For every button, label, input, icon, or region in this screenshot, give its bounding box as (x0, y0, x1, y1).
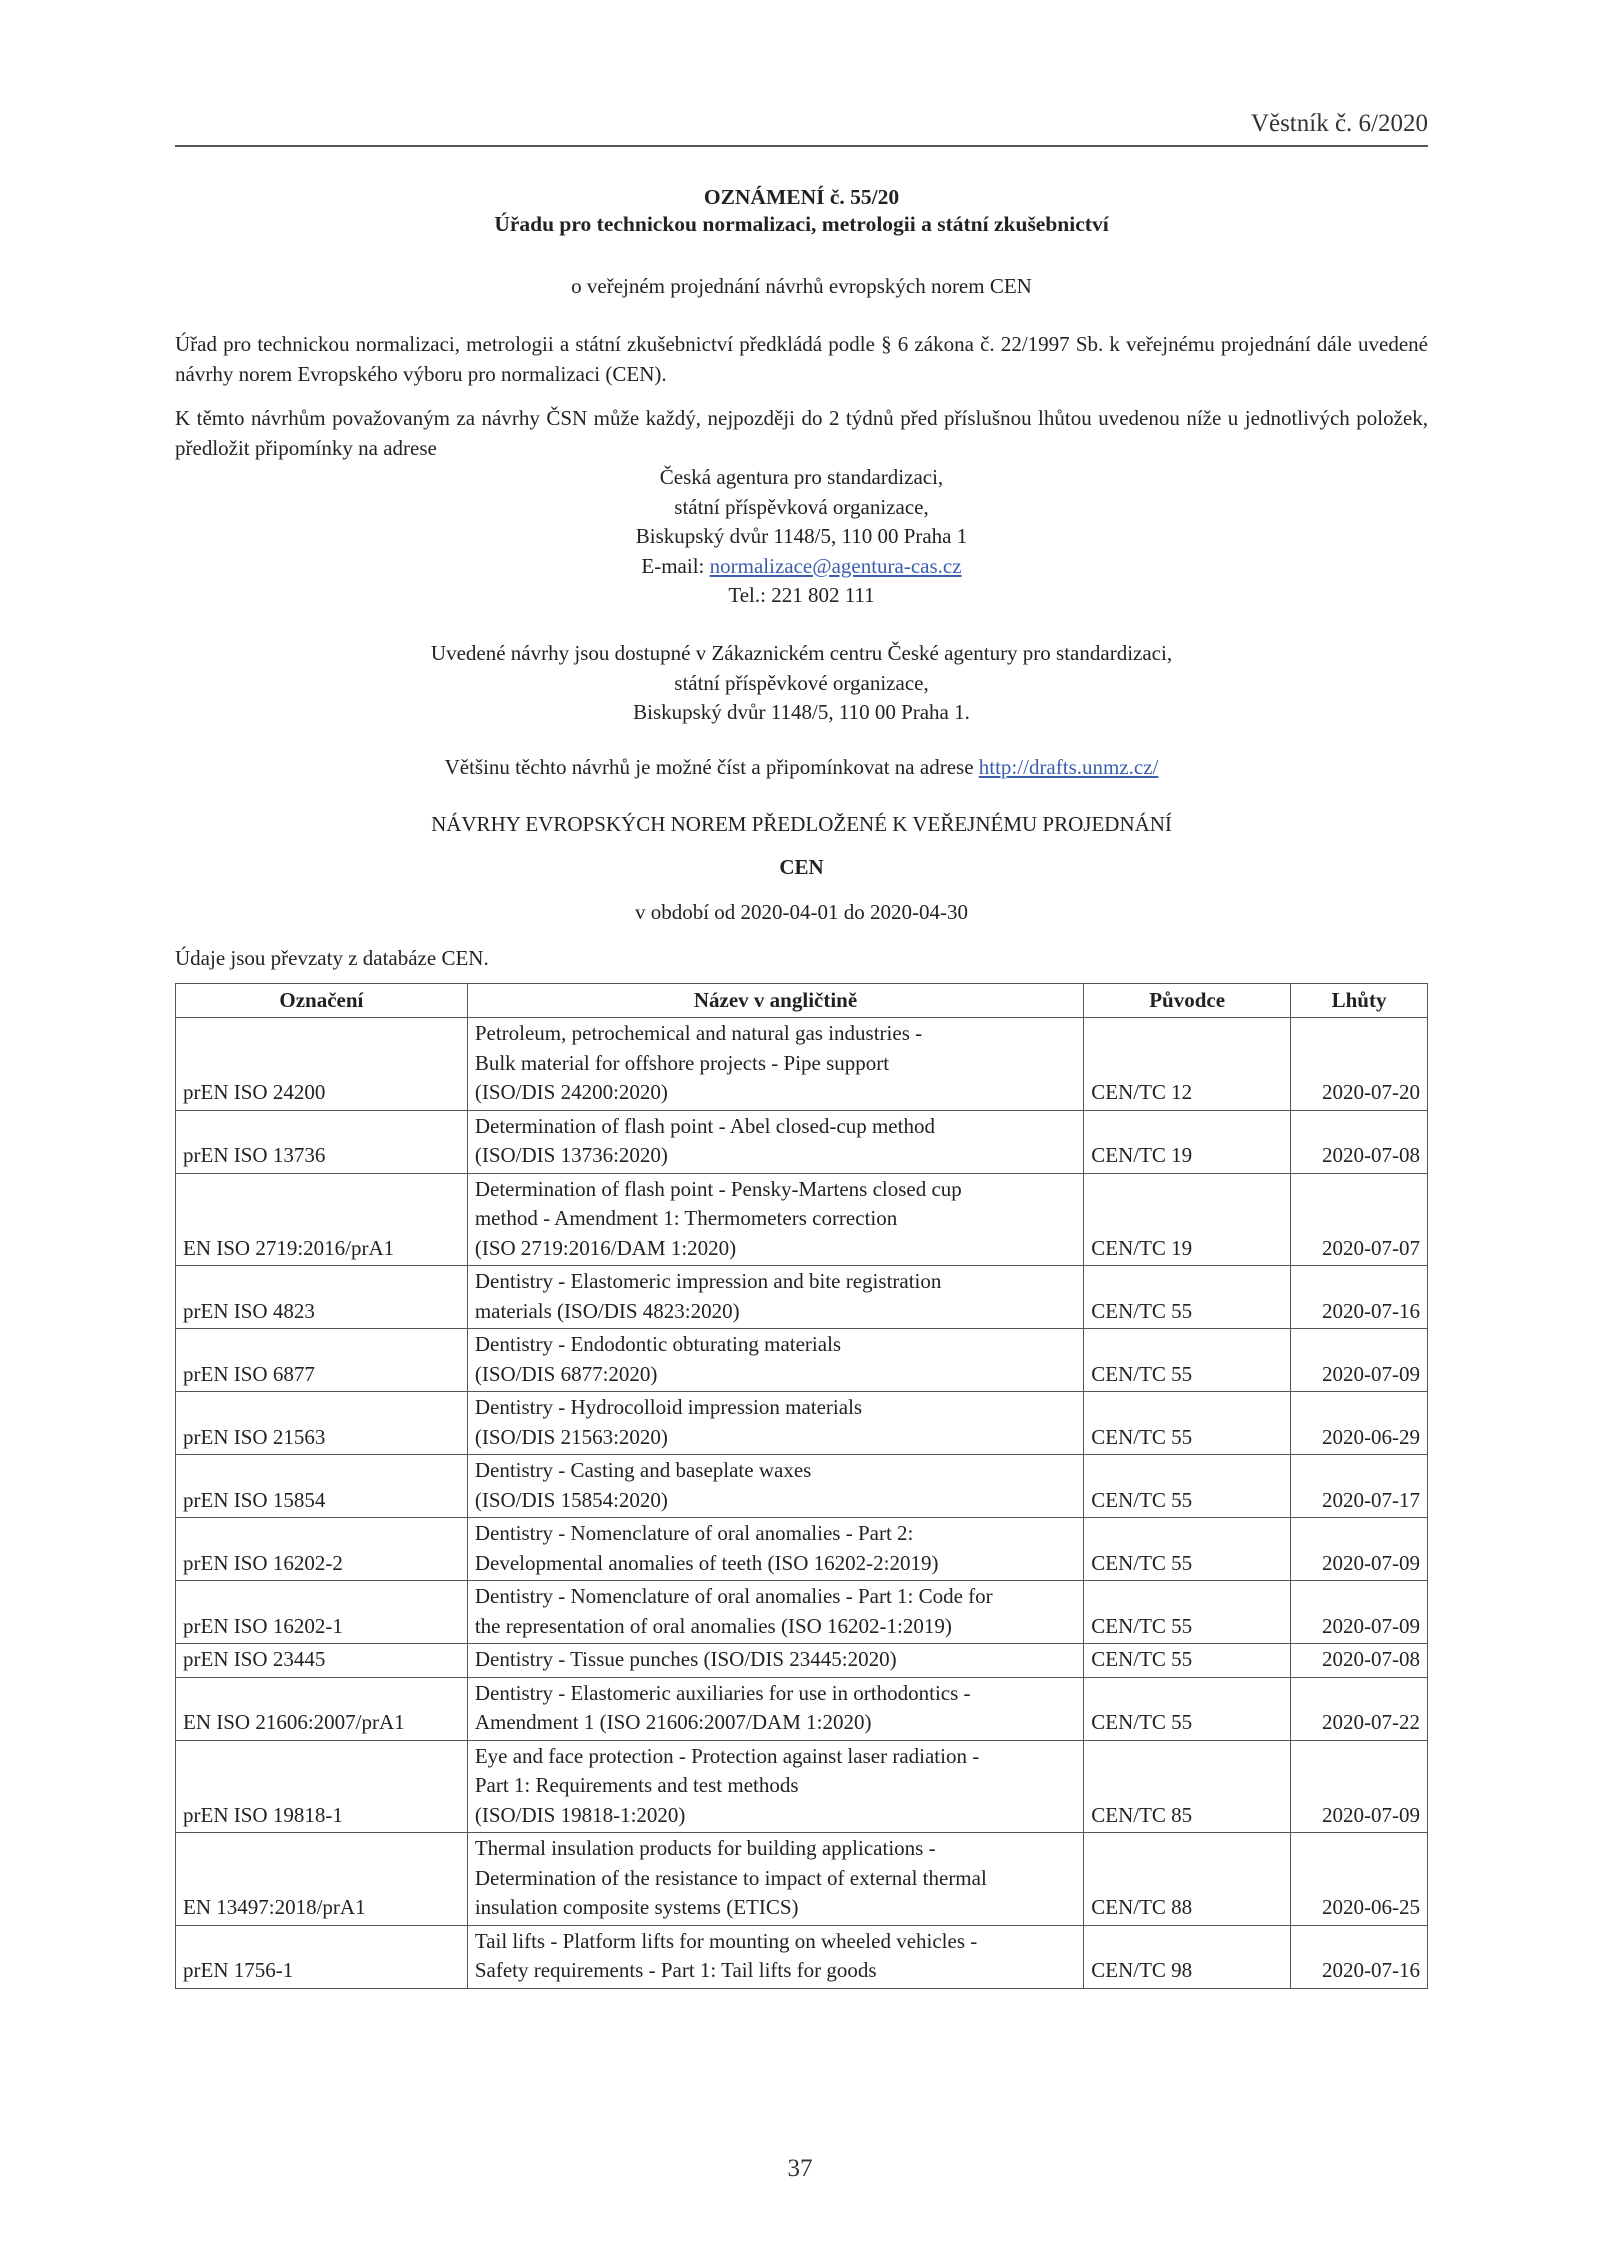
cell-english-title (467, 1740, 1083, 1833)
title-line: Part 1: Requirements and test methods (474, 1773, 799, 1797)
table-row (176, 1581, 1428, 1644)
address-block (175, 463, 1428, 611)
cell-originator: CEN/TC 55 (1084, 1329, 1291, 1392)
online-note (175, 753, 1428, 783)
title-line: Dentistry - Endodontic obturating materials (474, 1332, 842, 1356)
cell-deadline: 2020-06-25 (1291, 1833, 1428, 1926)
cell-deadline: 2020-07-16 (1291, 1266, 1428, 1329)
cell-designation: prEN ISO 4823 (176, 1266, 468, 1329)
title-line: Dentistry - Nomenclature of oral anomalies - Part 2: (474, 1521, 914, 1545)
cell-english-title (467, 1173, 1083, 1266)
column-header-english-title: Název v angličtině (467, 984, 1083, 1018)
source-note: Údaje jsou převzaty z databáze CEN. (175, 946, 489, 970)
comments-paragraph: K těmto návrhům považovaným za návrhy ČSN může každý, nejpozději do 2 týdnů před příslušnou lhůtou uvedenou níže u jednotlivých položek, předložit připomínky na adrese (175, 406, 1428, 460)
notice-issuer: Úřadu pro technickou normalizaci, metrologii a státní zkušebnictví (494, 212, 1109, 236)
title-line: Dentistry - Elastomeric impression and bite registration (474, 1269, 942, 1293)
title-line: (ISO/DIS 15854:2020) (474, 1487, 668, 1512)
notice-title: OZNÁMENÍ č. 55/20 (703, 185, 900, 209)
table-row (176, 1110, 1428, 1173)
table-row (176, 1833, 1428, 1926)
title-line: Eye and face protection - Protection against laser radiation - (474, 1743, 980, 1768)
title-line: (ISO/DIS 19818-1:2020) (474, 1802, 686, 1827)
title-line: method - Amendment 1: Thermometers correction (474, 1206, 898, 1230)
cell-deadline: 2020-07-09 (1291, 1581, 1428, 1644)
cell-originator: CEN/TC 55 (1084, 1392, 1291, 1455)
cell-deadline: 2020-07-08 (1291, 1110, 1428, 1173)
address-line: státní příspěvková organizace, (674, 494, 929, 519)
table-row (176, 1392, 1428, 1455)
cell-deadline: 2020-07-22 (1291, 1677, 1428, 1740)
table-row (176, 1740, 1428, 1833)
notice-subject: o veřejném projednání návrhů evropských norem CEN (571, 274, 1032, 298)
title-line: Dentistry - Casting and baseplate waxes (474, 1458, 812, 1482)
cell-originator: CEN/TC 98 (1084, 1925, 1291, 1988)
table-header-row (176, 984, 1428, 1018)
column-header-deadline: Lhůty (1291, 984, 1428, 1018)
cell-english-title (467, 1518, 1083, 1581)
cell-originator: CEN/TC 55 (1084, 1266, 1291, 1329)
title-line: Safety requirements - Part 1: Tail lifts for goods (474, 1958, 877, 1982)
cell-originator: CEN/TC 19 (1084, 1173, 1291, 1266)
email-link[interactable]: normalizace@agentura-cas.cz (709, 553, 962, 578)
cell-designation: EN ISO 2719:2016/prA1 (176, 1173, 468, 1266)
title-line: insulation composite systems (ETICS) (474, 1895, 799, 1919)
title-line: Determination of flash point - Abel closed-cup method (474, 1113, 935, 1138)
page-number: 37 (787, 2155, 813, 2182)
title-line: Determination of the resistance to impact of external thermal (474, 1865, 987, 1890)
table-row (176, 1677, 1428, 1740)
cell-originator: CEN/TC 85 (1084, 1740, 1291, 1833)
table-row (176, 1925, 1428, 1988)
cell-designation: EN ISO 21606:2007/prA1 (176, 1677, 468, 1740)
cell-english-title (467, 1925, 1083, 1988)
cell-english-title (467, 1110, 1083, 1173)
cell-originator: CEN/TC 55 (1084, 1644, 1291, 1678)
header-rule (175, 145, 1428, 147)
cell-english-title (467, 1329, 1083, 1392)
column-header-originator: Původce (1084, 984, 1291, 1018)
cell-deadline: 2020-07-09 (1291, 1740, 1428, 1833)
cell-english-title (467, 1455, 1083, 1518)
cell-english-title (467, 1833, 1083, 1926)
email-line (175, 552, 1428, 582)
cell-originator: CEN/TC 55 (1084, 1677, 1291, 1740)
cell-originator: CEN/TC 88 (1084, 1833, 1291, 1926)
cell-originator: CEN/TC 12 (1084, 1018, 1291, 1111)
cell-designation: prEN ISO 16202-2 (176, 1518, 468, 1581)
cell-english-title (467, 1018, 1083, 1111)
organization-heading: CEN (779, 855, 824, 879)
column-header-designation: Označení (176, 984, 468, 1018)
norms-table (175, 983, 1428, 1989)
table-row (176, 1329, 1428, 1392)
intro-paragraph: Úřad pro technickou normalizaci, metrologii a státní zkušebnictví předkládá podle § 6 zákona č. 22/1997 Sb. k veřejnému projednání dále uvedené návrhy norem Evropského výboru pro normalizaci (CEN). (175, 332, 1428, 386)
cell-designation: prEN ISO 19818-1 (176, 1740, 468, 1833)
address-line: Česká agentura pro standardizaci, (659, 465, 944, 489)
title-line: Dentistry - Tissue punches (ISO/DIS 23445:2020) (474, 1647, 897, 1671)
availability-line: Biskupský dvůr 1148/5, 110 00 Praha 1. (633, 700, 970, 724)
title-line: Petroleum, petrochemical and natural gas industries - (474, 1021, 923, 1045)
title-line: (ISO/DIS 24200:2020) (474, 1080, 668, 1104)
drafts-link[interactable]: http://drafts.unmz.cz/ (978, 755, 1159, 779)
cell-originator: CEN/TC 55 (1084, 1581, 1291, 1644)
cell-deadline: 2020-06-29 (1291, 1392, 1428, 1455)
availability-block (175, 639, 1428, 728)
title-line: Tail lifts - Platform lifts for mounting on wheeled vehicles - (474, 1928, 978, 1953)
cell-designation: prEN ISO 23445 (176, 1644, 468, 1678)
running-header: Věstník č. 6/2020 (1250, 110, 1428, 137)
table-body (176, 1018, 1428, 1989)
title-line: (ISO 2719:2016/DAM 1:2020) (474, 1235, 737, 1260)
cell-designation: EN 13497:2018/prA1 (176, 1833, 468, 1926)
period: v období od 2020-04-01 do 2020-04-30 (634, 900, 969, 924)
title-line: Bulk material for offshore projects - Pipe support (474, 1050, 890, 1075)
cell-designation: prEN ISO 16202-1 (176, 1581, 468, 1644)
cell-english-title (467, 1581, 1083, 1644)
cell-originator: CEN/TC 55 (1084, 1518, 1291, 1581)
cell-english-title (467, 1644, 1083, 1678)
section-heading: NÁVRHY EVROPSKÝCH NOREM PŘEDLOŽENÉ K VEŘEJNÉMU PROJEDNÁNÍ (431, 812, 1172, 836)
cell-designation: prEN ISO 6877 (176, 1329, 468, 1392)
title-line: Dentistry - Elastomeric auxiliaries for use in orthodontics - (474, 1680, 971, 1705)
title-line: Amendment 1 (ISO 21606:2007/DAM 1:2020) (474, 1710, 872, 1734)
cell-deadline: 2020-07-20 (1291, 1018, 1428, 1111)
cell-deadline: 2020-07-09 (1291, 1329, 1428, 1392)
availability-line: státní příspěvkové organizace, (674, 670, 929, 695)
cell-designation: prEN ISO 21563 (176, 1392, 468, 1455)
cell-deadline: 2020-07-08 (1291, 1644, 1428, 1678)
title-line: Thermal insulation products for building applications - (474, 1836, 936, 1860)
table-row (176, 1518, 1428, 1581)
cell-deadline: 2020-07-09 (1291, 1518, 1428, 1581)
cell-english-title (467, 1266, 1083, 1329)
cell-designation: prEN ISO 24200 (176, 1018, 468, 1111)
table-row (176, 1455, 1428, 1518)
cell-deadline: 2020-07-07 (1291, 1173, 1428, 1266)
table-row (176, 1018, 1428, 1111)
cell-designation: prEN ISO 13736 (176, 1110, 468, 1173)
table-row (176, 1173, 1428, 1266)
title-line: Developmental anomalies of teeth (ISO 16202-2:2019) (474, 1550, 939, 1575)
title-line: (ISO/DIS 13736:2020) (474, 1143, 668, 1167)
cell-designation: prEN ISO 15854 (176, 1455, 468, 1518)
title-line: Dentistry - Hydrocolloid impression materials (474, 1395, 863, 1419)
title-line: Dentistry - Nomenclature of oral anomalies - Part 1: Code for (474, 1584, 993, 1608)
cell-english-title (467, 1392, 1083, 1455)
cell-originator: CEN/TC 55 (1084, 1455, 1291, 1518)
cell-deadline: 2020-07-17 (1291, 1455, 1428, 1518)
title-line: materials (ISO/DIS 4823:2020) (474, 1298, 740, 1323)
title-line: the representation of oral anomalies (ISO 16202-1:2019) (474, 1613, 952, 1638)
cell-originator: CEN/TC 19 (1084, 1110, 1291, 1173)
title-line: (ISO/DIS 6877:2020) (474, 1361, 658, 1386)
cell-designation: prEN 1756-1 (176, 1925, 468, 1988)
title-line: Determination of flash point - Pensky-Martens closed cup (474, 1176, 962, 1201)
cell-english-title (467, 1677, 1083, 1740)
availability-line: Uvedené návrhy jsou dostupné v Zákaznickém centru České agentury pro standardizaci, (430, 641, 1173, 665)
table-row (176, 1266, 1428, 1329)
cell-deadline: 2020-07-16 (1291, 1925, 1428, 1988)
address-line: Biskupský dvůr 1148/5, 110 00 Praha 1 (635, 524, 968, 548)
email-label: E-mail: (641, 553, 710, 578)
table-row (176, 1644, 1428, 1678)
phone-line: Tel.: 221 802 111 (728, 583, 875, 607)
title-line: (ISO/DIS 21563:2020) (474, 1424, 668, 1449)
online-text: Většinu těchto návrhů je možné číst a připomínkovat na adrese (444, 755, 979, 779)
